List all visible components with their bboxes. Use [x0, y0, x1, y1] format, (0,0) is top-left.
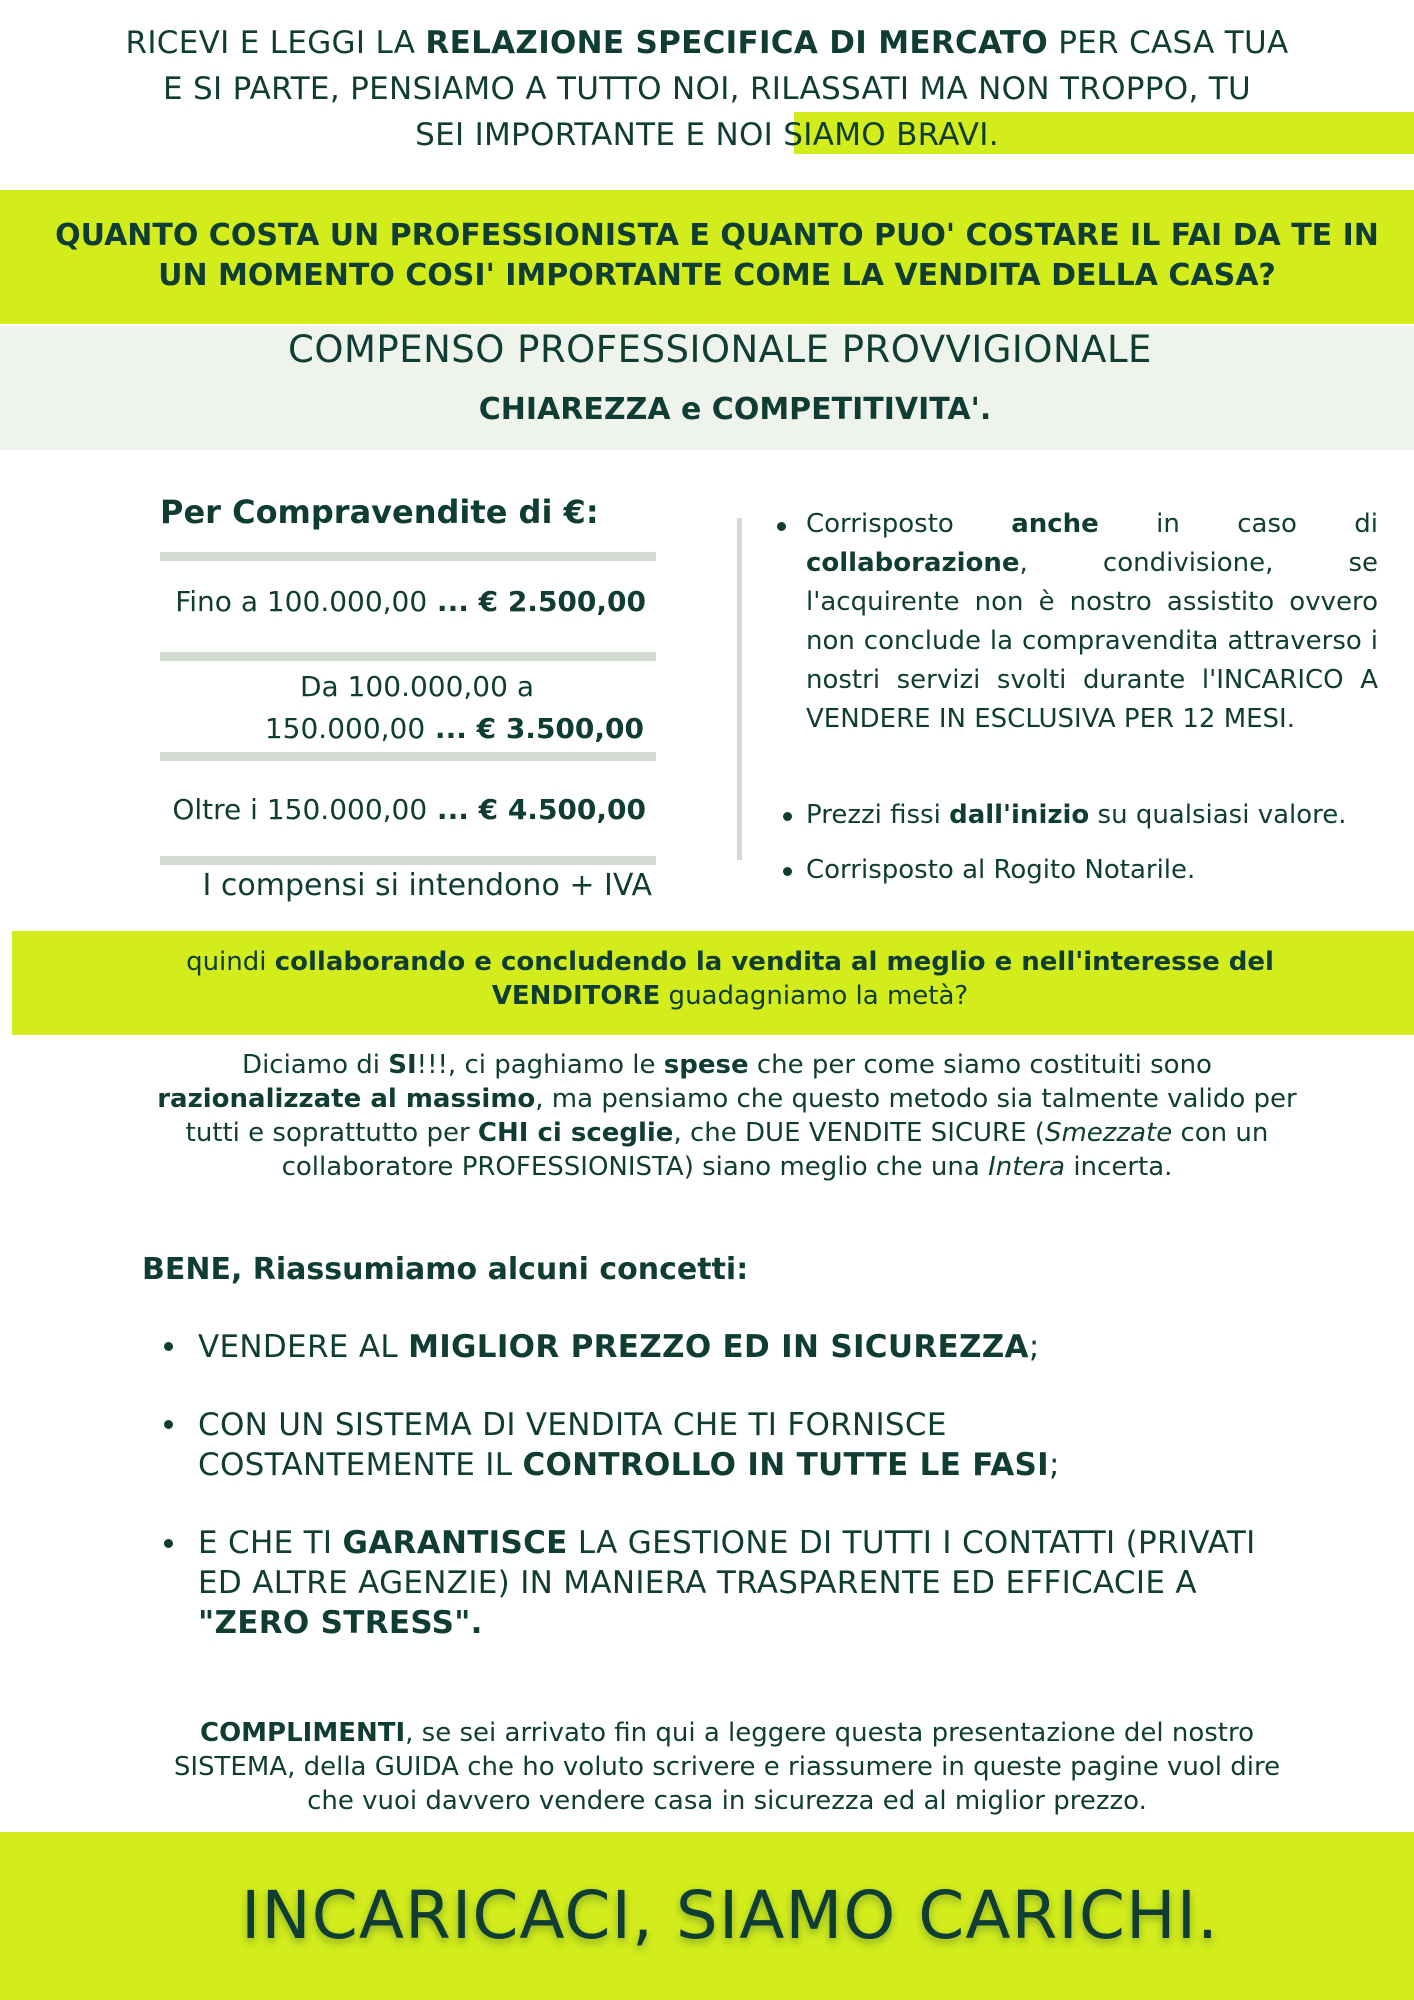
- bullet-dot-icon: [783, 867, 792, 876]
- half-question-text: quindi collaborando e concludendo la vendita al meglio e nell'interesse del VENDITORE guadagniamo la metà?: [186, 947, 1274, 1011]
- explanation-text: Diciamo di SI!!!, ci paghiamo le spese che per come siamo costituiti sono razionalizzate al massimo, ma pensiamo che questo metodo sia talmente valido per tutti e soprattutto per CHI ci sceglie, che DUE VENDITE SICURE (Smezzate con un collaboratore PROFESSIONISTA) siano meglio che una Intera incerta.: [157, 1050, 1297, 1182]
- price-row: Oltre i 150.000,00 ... € 4.500,00: [172, 793, 646, 826]
- bullet-dot-icon: [164, 1342, 173, 1351]
- price-row: Da 100.000,00 a 150.000,00 ... € 3.500,00: [264, 670, 644, 745]
- vat-note: I compensi si intendono + IVA: [202, 868, 652, 903]
- closing-text: COMPLIMENTI, se sei arrivato fin qui a leggere questa presentazione del nostro SISTEMA, della GUIDA che ho voluto scrivere e riassumere in queste pagine vuol dire che vuoi davvero vendere casa in sicurezza ed al miglior prezzo.: [173, 1718, 1281, 1816]
- vertical-divider: [737, 518, 742, 860]
- compensation-subtitle: CHIAREZZA e COMPETITIVITA'.: [478, 392, 992, 427]
- price-separator: [160, 752, 656, 761]
- bullet-dot-icon: [783, 812, 792, 821]
- condition-item: Prezzi fissi dall'inizio su qualsiasi valore.: [806, 800, 1347, 830]
- question-text: QUANTO COSTA UN PROFESSIONISTA E QUANTO PUO' COSTARE IL FAI DA TE IN UN MOMENTO COSI' IMPORTANTE COME LA VENDITA DELLA CASA?: [55, 218, 1379, 293]
- condition-item: Corrisposto al Rogito Notarile.: [806, 855, 1196, 885]
- condition-item: Corrisposto anche in caso di collaborazione, condivisione, se l'acquirente non è nostro assistito ovvero non conclude la compravendita attraverso i nostri servizi svolti durante l'INCARICO A VENDERE IN ESCLUSIVA PER 12 MESI.: [806, 509, 1379, 734]
- summary-heading: BENE, Riassumiamo alcuni concetti:: [142, 1252, 749, 1287]
- intro-highlight-text: SIAMO BRAVI.: [773, 117, 999, 153]
- summary-item: CON UN SISTEMA DI VENDITA CHE TI FORNISCE COSTANTEMENTE IL CONTROLLO IN TUTTE LE FASI;: [198, 1407, 1060, 1483]
- price-table-heading: Per Compravendite di €:: [160, 493, 599, 531]
- bullet-dot-icon: [777, 522, 786, 531]
- summary-item: E CHE TI GARANTISCE LA GESTIONE DI TUTTI I CONTATTI (PRIVATI ED ALTRE AGENZIE) IN MANIERA TRASPARENTE ED EFFICACIE A "ZERO STRESS".: [198, 1525, 1256, 1641]
- price-separator: [160, 652, 656, 661]
- price-row: Fino a 100.000,00 ... € 2.500,00: [175, 585, 646, 618]
- price-separator: [160, 552, 656, 561]
- compensation-title: COMPENSO PROFESSIONALE PROVVIGIONALE: [288, 328, 1152, 371]
- bullet-dot-icon: [164, 1420, 173, 1429]
- summary-item: VENDERE AL MIGLIOR PREZZO ED IN SICUREZZA;: [198, 1329, 1040, 1365]
- cta-headline: INCARICACI, SIAMO CARICHI.: [240, 1877, 1220, 1954]
- bullet-dot-icon: [164, 1539, 173, 1548]
- intro-text: RICEVI E LEGGI LA RELAZIONE SPECIFICA DI MERCATO PER CASA TUA E SI PARTE, PENSIAMO A TUTTO NOI, RILASSATI MA NON TROPPO, TU SEI IMPORTANTE E NOI SIAMO BRAVI.: [125, 25, 1289, 153]
